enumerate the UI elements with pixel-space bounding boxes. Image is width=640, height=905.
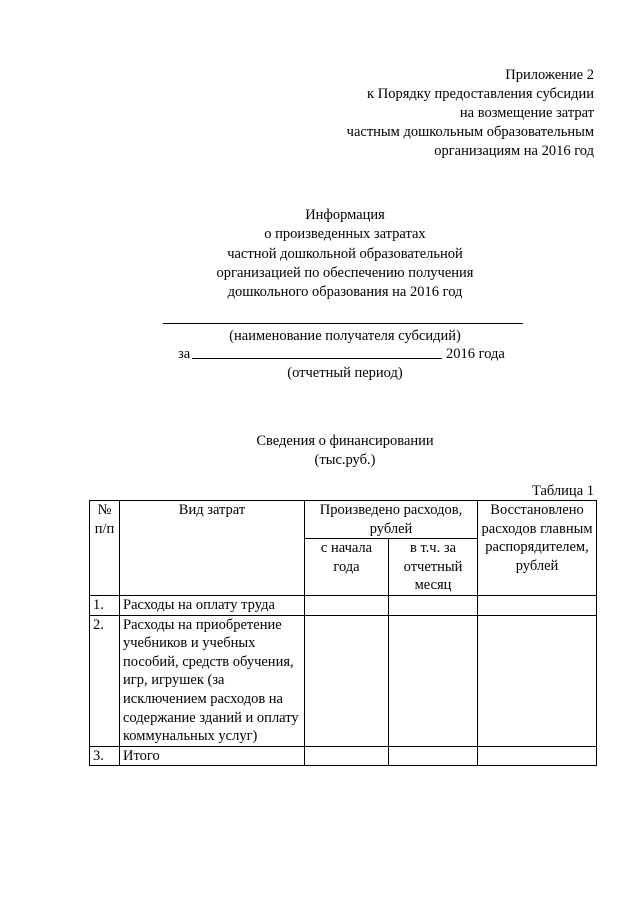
financing-table (89, 500, 597, 766)
row-since-start (305, 746, 389, 766)
table-row (90, 746, 597, 766)
appendix-line: организациям на 2016 год (434, 143, 594, 159)
table-row (90, 615, 597, 746)
period-fill-line (192, 358, 442, 359)
title-line: частной дошкольной образовательной (227, 245, 463, 262)
appendix-line: к Порядку предоставления субсидии (367, 86, 594, 102)
period-caption: (отчетный период) (287, 365, 403, 381)
appendix-block (347, 66, 594, 161)
appendix-line: частным дошкольным образовательным (346, 124, 594, 140)
row-name: Итого (120, 746, 305, 766)
appendix-line: на возмещение затрат (459, 105, 594, 121)
table-header-row (90, 501, 597, 539)
header-number: № п/п (90, 501, 120, 596)
appendix-line: Приложение 2 (505, 67, 594, 83)
row-name: Расходы на приобретение учебников и учебных пособий, средств обучения, игр, игрушек (за исключением расходов на содержание зданий и оплату коммунальных услуг) (120, 615, 305, 746)
header-reporting-month: в т.ч. за отчетный месяц (389, 539, 478, 596)
row-reporting-month (389, 595, 478, 615)
row-restored (478, 595, 597, 615)
period-prefix: за (178, 346, 191, 362)
section-units: (тыс.руб.) (314, 452, 376, 468)
row-reporting-month (389, 746, 478, 766)
header-restored: Восстановлено расходов главным распорядителем, рублей (478, 501, 597, 596)
title-line: дошкольного образования на 2016 год (227, 284, 463, 301)
header-expenses: Произведено расходов, рублей (305, 501, 478, 539)
period-suffix: 2016 года (446, 346, 505, 362)
header-type: Вид затрат (120, 501, 305, 596)
row-name: Расходы на оплату труда (120, 595, 305, 615)
section-title: Сведения о финансировании (256, 433, 434, 449)
row-number: 2. (90, 615, 120, 746)
recipient-caption: (наименование получателя субсидий) (229, 328, 461, 344)
row-number: 1. (90, 595, 120, 615)
row-restored (478, 746, 597, 766)
title-line: о произведенных затратах (264, 226, 426, 243)
table-row (90, 595, 597, 615)
recipient-fill-line (163, 323, 523, 324)
row-number: 3. (90, 746, 120, 766)
header-since-start: с начала года (305, 539, 389, 596)
row-restored (478, 615, 597, 746)
title-line: Информация (305, 207, 385, 223)
row-since-start (305, 595, 389, 615)
section-heading (145, 432, 545, 470)
document-title (145, 206, 545, 302)
row-reporting-month (389, 615, 478, 746)
title-line: организацией по обеспечению получения (216, 264, 474, 281)
table-label: Таблица 1 (531, 483, 594, 499)
row-since-start (305, 615, 389, 746)
